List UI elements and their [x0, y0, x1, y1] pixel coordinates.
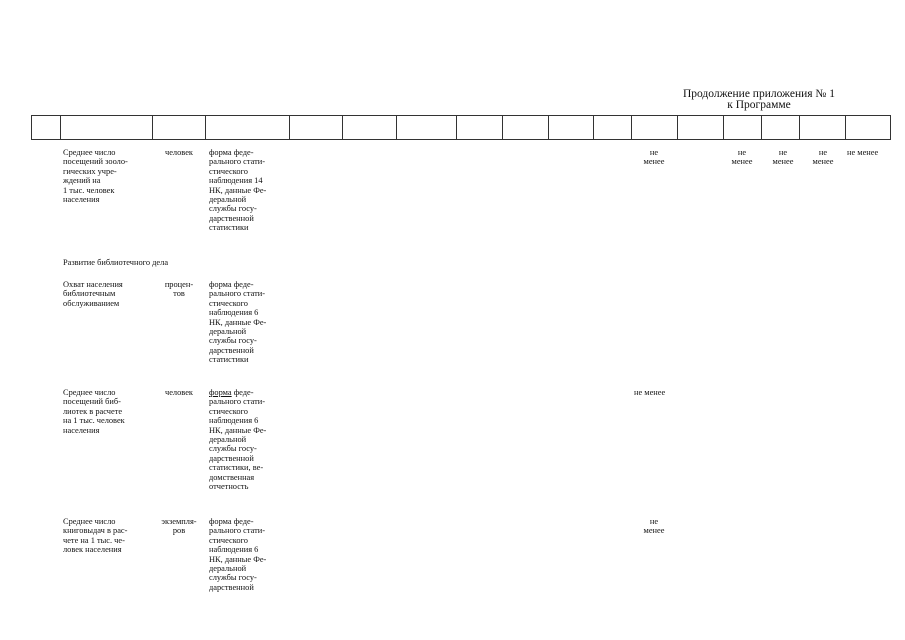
column-divider	[342, 116, 343, 139]
column-divider	[677, 116, 678, 139]
source-book-loans: форма феде- рального стати- стического наблюдения 6 НК, данные Фе- деральной службы госу- дарственной	[209, 517, 267, 592]
value-zoo-visits-4: не менее	[812, 148, 834, 167]
column-divider	[60, 116, 61, 139]
column-divider	[396, 116, 397, 139]
value-zoo-visits-5: не менее	[847, 148, 879, 157]
indicator-library-coverage: Охват населения библиотечным обслуживанием	[63, 280, 123, 308]
column-divider	[548, 116, 549, 139]
unit-library-visits: человек	[165, 388, 193, 397]
column-divider	[799, 116, 800, 139]
appendix-note-line1: Продолжение приложения № 1	[682, 88, 836, 100]
column-divider	[593, 116, 594, 139]
source-zoo-visits: форма феде- рального стати- стического наблюдения 14 НК, данные Фе- деральной службы госу- дарственной статистики	[209, 148, 267, 233]
column-divider	[289, 116, 290, 139]
unit-zoo-visits: человек	[165, 148, 193, 157]
value-book-loans-1: не менее	[643, 517, 665, 536]
column-divider	[205, 116, 206, 139]
indicator-zoo-visits: Среднее число посещений зооло- гических учре- ждений на 1 тыс. человек населения	[63, 148, 128, 205]
indicator-book-loans: Среднее число книговыдач в рас- чете на 1 тыс. че- ловек населения	[63, 517, 128, 555]
value-zoo-visits-1: не менее	[643, 148, 665, 167]
section-title-library: Развитие библиотечного дела	[63, 258, 169, 267]
value-library-visits-1: не менее	[634, 388, 666, 397]
source-library-coverage: форма феде- рального стати- стического наблюдения 6 НК, данные Фе- деральной службы госу- дарственной статистики	[209, 280, 267, 365]
column-divider	[31, 116, 32, 139]
appendix-note-line2: к Программе	[727, 99, 791, 111]
table-header-row	[31, 115, 891, 140]
column-divider	[890, 116, 891, 139]
source-document-link[interactable]: форма	[209, 388, 232, 397]
unit-book-loans: экземпля- ров	[161, 517, 197, 536]
value-zoo-visits-2: не менее	[731, 148, 753, 167]
indicator-library-visits: Среднее число посещений биб- лиотек в расчете на 1 тыс. человек населения	[63, 388, 125, 435]
column-divider	[456, 116, 457, 139]
unit-library-coverage: процен- тов	[164, 280, 194, 299]
column-divider	[723, 116, 724, 139]
column-divider	[845, 116, 846, 139]
column-divider	[631, 116, 632, 139]
column-divider	[152, 116, 153, 139]
value-zoo-visits-3: не менее	[772, 148, 794, 167]
source-library-visits	[209, 388, 266, 491]
column-divider	[761, 116, 762, 139]
appendix-continuation-note	[664, 89, 854, 111]
source-library-visits-text: феде- рального стати- стического наблюдения 6 НК, данные Фе- деральной службы госу- дарственной статистики, ве- домственная отчетность	[209, 388, 267, 492]
column-divider	[502, 116, 503, 139]
